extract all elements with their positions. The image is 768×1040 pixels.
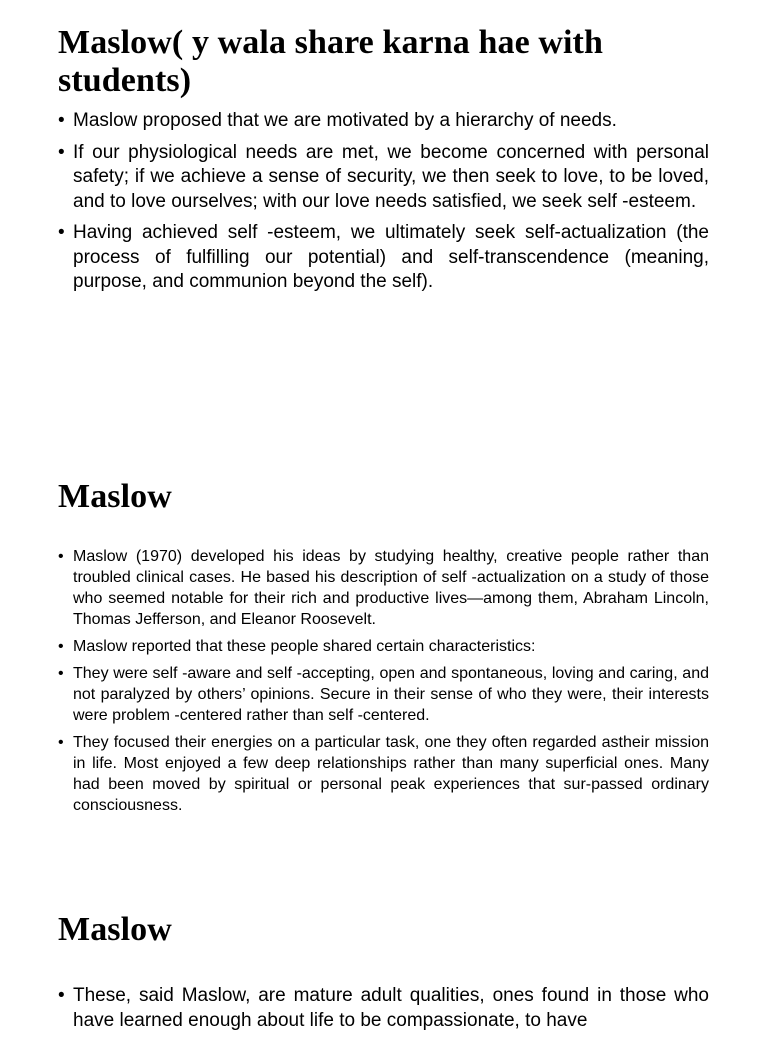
bullet-dot-icon: •: [58, 222, 65, 243]
slide-3: [58, 910, 709, 1040]
bullet-text: Having achieved self -esteem, we ultimately seek self-actualization (the process of fulfilling our potential) and self-transcendence (meaning, purpose, and communion beyond the self).: [73, 222, 709, 292]
slide-2: [58, 477, 709, 822]
slide-title: Maslow: [58, 911, 172, 948]
bullet-item: [58, 109, 709, 134]
bullet-text: If our physiological needs are met, we become concerned with personal safety; if we achieve a sense of security, we then seek to love, to be loved, and to love ourselves; with our love needs satisfied, we seek self -esteem.: [73, 141, 709, 212]
slide-title: Maslow: [58, 478, 172, 515]
bullet-text: They focused their energies on a particular task, one they often regarded astheir mission in life. Most enjoyed a few deep relationships rather than many superficial ones. Many had been moved by spiritual or personal peak experiences that sur-passed ordinary consciousness.: [73, 734, 709, 814]
bullet-item: [58, 546, 709, 630]
bullet-item: [58, 221, 709, 295]
slide-1: [58, 24, 709, 302]
bullet-dot-icon: •: [58, 548, 64, 565]
bullet-dot-icon: •: [58, 638, 64, 655]
bullet-item: [58, 141, 709, 215]
bullet-item: [58, 636, 709, 657]
slide-title: Maslow( y wala share karna hae with students): [58, 24, 603, 99]
bullet-text: Maslow (1970) developed his ideas by studying healthy, creative people rather than troubled clinical cases. He based his description of self -actualization on a study of those who seemed notable for their rich and productive lives—among them, Abraham Lincoln, Thomas Jefferson, and Eleanor Roosevelt.: [73, 548, 709, 628]
bullet-text: Maslow proposed that we are motivated by a hierarchy of needs.: [73, 110, 617, 131]
bullet-text: They were self -aware and self -accepting, open and spontaneous, loving and caring, and not paralyzed by others’ opinions. Secure in their sense of who they were, their interests were problem -centered rather than self -centered.: [73, 665, 709, 724]
bullet-item: [58, 732, 709, 816]
bullet-dot-icon: •: [58, 734, 64, 751]
bullet-text: Maslow reported that these people shared certain characteristics:: [73, 638, 536, 655]
bullet-dot-icon: •: [58, 110, 65, 131]
bullet-list: [58, 546, 709, 816]
bullet-dot-icon: •: [58, 141, 65, 163]
bullet-text: These, said Maslow, are mature adult qualities, ones found in those who have learned enough about life to be compassionate, to have: [73, 985, 709, 1031]
bullet-dot-icon: •: [58, 985, 65, 1006]
bullet-dot-icon: •: [58, 665, 64, 682]
bullet-list: [58, 109, 709, 295]
bullet-item: [58, 984, 709, 1033]
bullet-item: [58, 663, 709, 726]
bullet-list: [58, 984, 709, 1033]
